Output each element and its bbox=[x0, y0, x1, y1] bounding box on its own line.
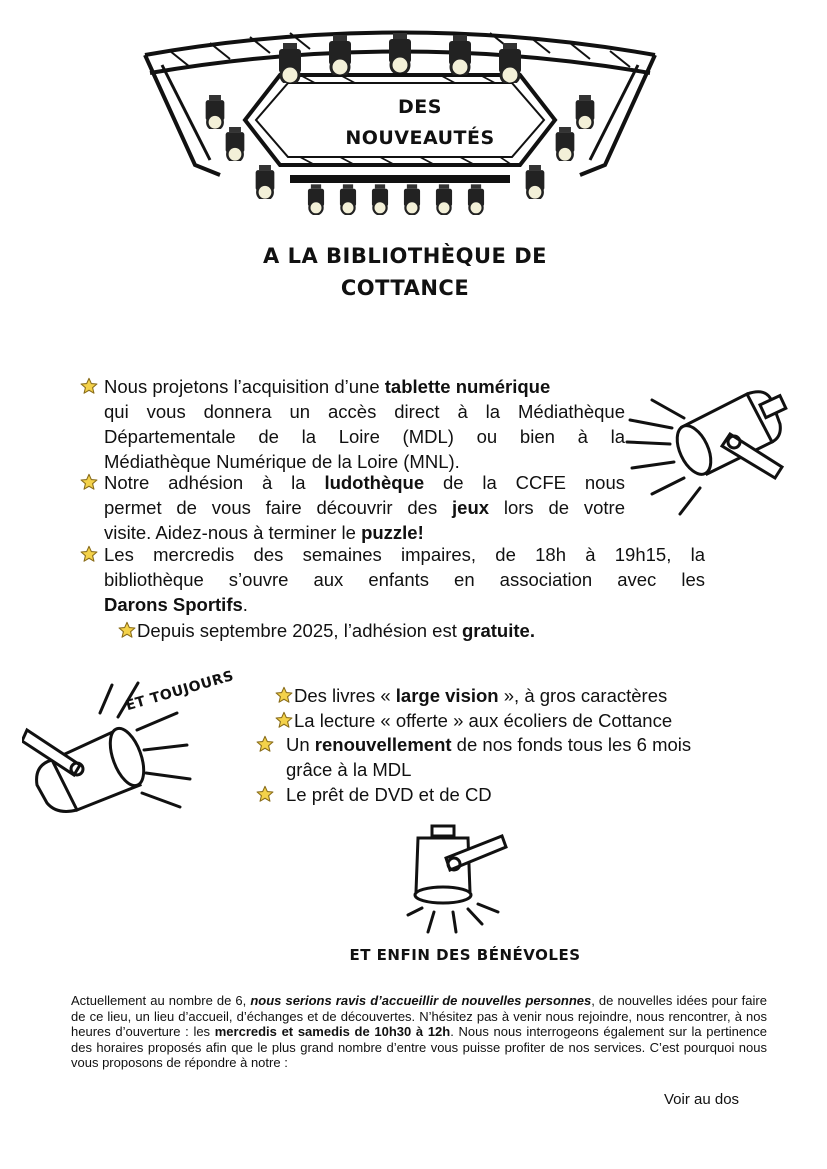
volunteers-heading: ET ENFIN DES BÉNÉVOLES bbox=[349, 946, 581, 964]
see-reverse-note: Voir au dos bbox=[664, 1091, 740, 1108]
star-icon bbox=[80, 377, 98, 395]
star-icon bbox=[256, 735, 274, 753]
subtitle-line-1: A LA BIBLIOTHÈQUE DE bbox=[263, 244, 547, 268]
volunteers-paragraph: Actuellement au nombre de 6, nous serions ravis d’accueillir de nouvelles personnes, de nouvelles idées pour faire de ce lieu, un lieu d’accueil, d’échanges et de découvertes. N’hésitez pas à venir nous rejoindre, nous rencontrer, à nos heures d’ouverture : les mercredis et samedis de 10h30 à 12h. Nous nous interrogeons également sur la pertinence des horaires proposés afin que le plus grand nombre d’entre vous puisse profiter de nos services. C’est pourquoi nous vous proposons de répondre à notre : bbox=[71, 993, 768, 1071]
spotlight-right-illustration bbox=[622, 382, 797, 527]
always-item: Un renouvellement de nos fonds tous les 6 mois bbox=[256, 732, 766, 757]
always-label: ET TOUJOURS bbox=[124, 668, 236, 715]
star-icon bbox=[275, 711, 293, 729]
page-subtitle bbox=[200, 240, 610, 304]
always-item: La lecture « offerte » aux écoliers de Cottance bbox=[275, 708, 765, 733]
spotlight-center-illustration bbox=[398, 820, 518, 940]
banner-line-1: DES bbox=[398, 96, 442, 118]
star-icon bbox=[80, 473, 98, 491]
banner-title bbox=[300, 92, 540, 154]
always-item: Des livres « large vision », à gros caractères bbox=[275, 683, 765, 708]
always-list-2: Un renouvellement de nos fonds tous les 6 mois grâce à la MDL Le prêt de DVD et de CD bbox=[256, 732, 766, 807]
star-icon bbox=[118, 621, 136, 639]
banner-line-2: NOUVEAUTÉS bbox=[345, 127, 495, 149]
star-icon bbox=[275, 686, 293, 704]
news-item-darons-sportifs: Les mercredis des semaines impaires, de 18h à 19h15, la bibliothèque s’ouvre aux enfants en association avec les Darons Sportifs. bbox=[80, 542, 705, 617]
news-item-tablet: Nous projetons l’acquisition d’une tablette numérique qui vous donnera un accès direct à la Médiathèque Départementale de la Loire (MDL) ou bien à la Médiathèque Numérique de la Loire (MNL). bbox=[80, 374, 625, 474]
star-icon bbox=[256, 785, 274, 803]
news-item-ludotheque: Notre adhésion à la ludothèque de la CCFE nous permet de vous faire découvrir des jeux lors de votre visite. Aidez-nous à terminer le puzzle! bbox=[80, 470, 625, 545]
news-item-free-membership: Depuis septembre 2025, l’adhésion est gratuite. bbox=[118, 618, 638, 643]
always-item: Le prêt de DVD et de CD bbox=[256, 782, 766, 807]
always-list bbox=[275, 683, 765, 733]
star-icon bbox=[80, 545, 98, 563]
subtitle-line-2: COTTANCE bbox=[340, 276, 470, 300]
